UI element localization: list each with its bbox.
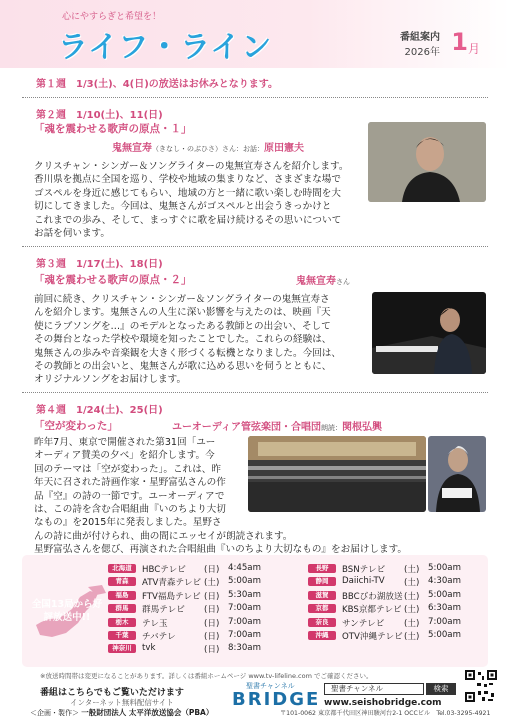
guest-name: 鬼無宣寿: [296, 276, 336, 287]
guest-suffix: さん: [336, 278, 350, 286]
station-day: (日): [204, 618, 220, 629]
year-label: 2026年: [404, 47, 440, 58]
week4-performer: [172, 418, 382, 433]
station-name: ATV青森テレビ: [142, 578, 202, 589]
station-row: [108, 563, 288, 574]
station-time: 8:30am: [228, 643, 261, 654]
station-day: (土): [404, 632, 420, 642]
body-line: 回のテーマは「空が変わった」。これは、昨: [34, 463, 221, 475]
station-row: [108, 590, 288, 601]
station-day: (日): [204, 565, 220, 575]
body-line: クリスチャン・シンガー＆ソングライターの鬼無宣寿さんを紹介します。: [34, 161, 349, 172]
week3-photo: [372, 292, 486, 374]
address: 〒101-0062 東京都千代田区神田駿河台2-1 OCCビル Tel.03-3295-4921: [280, 710, 491, 717]
month-suffix: 月: [467, 42, 480, 56]
station-region-badge: 奈良: [308, 618, 336, 627]
week3-heading: 第３週 1/17(土)、18(日): [36, 259, 163, 270]
station-name: BSNテレビ: [342, 565, 386, 575]
bridge-caption: 聖書チャンネル: [246, 682, 295, 690]
body-line: 年天に召された詩画作家・星野富弘さんの作: [34, 477, 226, 489]
station-time: 7:00am: [228, 603, 261, 614]
station-region-badge: 千葉: [108, 631, 136, 640]
station-day: (日): [204, 632, 220, 642]
week4-body: [34, 436, 407, 557]
station-row: [308, 576, 488, 587]
station-row: [308, 630, 488, 641]
week2-heading: 第２週 1/10(土)、11(日): [36, 110, 163, 121]
interviewer-name: 原田憲夫: [264, 143, 304, 154]
station-time: 4:45am: [228, 563, 261, 573]
station-name: HBCテレビ: [142, 565, 186, 575]
month-number: 1: [451, 28, 468, 56]
station-day: (土): [204, 578, 220, 589]
body-line: 切にしてきました。今回は、鬼無さんがゴスペルと出会うきっかけと: [34, 201, 332, 213]
station-name: FTV福島テレビ: [142, 591, 201, 602]
guest-reading: （きなし・のぶひさ）: [152, 145, 222, 153]
week3-title: 「魂を震わせる歌声の原点・２」: [34, 274, 192, 286]
guest-name: 鬼無宣寿: [112, 143, 152, 154]
week4-title: 「空が変わった」: [34, 420, 118, 432]
station-name: テレ玉: [142, 618, 168, 629]
station-region-badge: 滋賀: [308, 591, 336, 600]
guide-label: 番組案内: [400, 32, 440, 43]
narrator-label: 朗読：: [321, 424, 342, 432]
body-line: オリジナルソングをお届けします。: [34, 374, 187, 386]
station-name: 群馬テレビ: [142, 605, 185, 616]
body-line: 昨年7月、東京で開催された第31回「ユー: [34, 437, 216, 448]
station-region-badge: 静岡: [308, 577, 336, 586]
station-day: (土): [404, 565, 420, 575]
station-region-badge: 京都: [308, 604, 336, 613]
station-time: 7:00am: [428, 616, 461, 627]
week2-photo: [368, 122, 486, 202]
week2-guest: [112, 139, 304, 154]
body-line: なもの』を2015年に発表しました。星野さ: [34, 517, 222, 529]
station-name: Daiichi-TV: [342, 576, 385, 587]
week3-body: [34, 293, 341, 387]
footer-line2: インターネット無料配信サイト: [70, 698, 174, 707]
station-row: [308, 590, 488, 601]
body-line: 香川県を拠点に全国を巡り、学校や地域の集まりなど、さまざまな場で: [34, 174, 341, 186]
station-day: (日): [204, 645, 220, 656]
station-time: 5:30am: [228, 589, 261, 600]
sponsor-name: 一般財団法人 太平洋放送協会（PBA）: [81, 708, 214, 717]
sponsor: [30, 707, 213, 718]
bridge-logo[interactable]: BRIDGE: [232, 689, 321, 710]
station-day: (土): [404, 618, 420, 629]
footer-line1: 番組はこちらでもご覧いただけます: [40, 688, 184, 698]
body-line: 前回に続き、クリスチャン・シンガー＆ソングライターの鬼無宣寿さ: [34, 294, 330, 305]
station-time: 7:00am: [228, 630, 261, 640]
station-region-badge: 長野: [308, 564, 336, 573]
station-region-badge: 青森: [108, 577, 136, 586]
interviewer-label: ：お話：: [236, 145, 264, 153]
week2-body: [34, 160, 348, 240]
station-time: 5:00am: [428, 589, 461, 600]
station-day: (土): [404, 578, 420, 589]
week2-title: 「魂を震わせる歌声の原点・１」: [34, 123, 192, 135]
station-row: [108, 576, 288, 587]
narrator-name: 関根弘興: [342, 422, 382, 433]
station-row: [108, 603, 288, 614]
body-line: 使にラブソングを…』のモデルとなったある教師との出会い、そして: [34, 320, 331, 332]
station-day: (土): [404, 605, 420, 616]
schedule-note: ※放送時間帯は変更になることがあります。詳しくは番組ホームページ www.tv-lifeline.com でご確認ください。: [40, 672, 373, 680]
station-time: 6:30am: [428, 603, 461, 614]
body-line: オーディア賛美の夕べ」を紹介します。今: [34, 450, 215, 462]
station-day: (日): [204, 591, 220, 602]
station-row: [308, 563, 488, 574]
tagline: 心にやすらぎと希望を！: [62, 12, 162, 22]
divider: [22, 97, 488, 98]
station-name: サンテレビ: [342, 618, 385, 629]
body-line: ゴスペルを身近に感じてもらい、地域の方と一緒に歌い楽しむ時間を大: [34, 187, 341, 199]
guest-suffix: さん: [222, 145, 236, 153]
network-banner: 全国13局から好評放送中!!: [31, 599, 103, 623]
station-time: 4:30am: [428, 576, 461, 587]
search-input[interactable]: 聖書チャンネル: [324, 683, 424, 695]
station-day: (土): [404, 591, 420, 602]
body-line: お話を伺います。: [34, 228, 110, 240]
station-row: [308, 603, 488, 614]
week4-heading: 第４週 1/24(土)、25(日): [36, 405, 163, 416]
station-name: チバテレ: [142, 632, 176, 642]
divider: [22, 392, 488, 393]
station-name: tvk: [142, 643, 156, 654]
body-line: これまでの歩み、そして、まっすぐに歌を届け続けるその思いについて: [34, 214, 342, 226]
search-button[interactable]: 検索: [426, 683, 456, 695]
body-line: んの詩に曲が付けられ、曲の間にエッセイが朗読されます。: [34, 530, 293, 542]
station-name: OTV沖縄テレビ: [342, 632, 403, 642]
station-row: [108, 630, 288, 641]
sponsor-prefix: ＜企画・製作＞: [30, 709, 79, 717]
station-time: 5:00am: [428, 630, 461, 640]
station-region-badge: 神奈川: [108, 644, 136, 653]
qr-code-icon[interactable]: [464, 669, 498, 703]
body-line: 星野富弘さんを偲び、再演された合唱組曲『いのちより大切なもの』をお届けします。: [34, 544, 408, 556]
station-row: [108, 617, 288, 628]
body-line: 品『空』の詩の一節です。ユーオーディアで: [34, 490, 225, 502]
week3-guest: [296, 272, 350, 287]
station-name: KBS京都テレビ: [342, 605, 402, 616]
station-region-badge: 北海道: [108, 564, 136, 573]
performer-name: ユーオーディア管弦楽団・合唱団: [172, 422, 321, 433]
station-region-badge: 福島: [108, 591, 136, 600]
week1-heading: 第１週 1/3(土)、4(日)の放送はお休みとなります。: [36, 79, 279, 90]
body-line: んを紹介します。鬼無さんの人生に深い影響を与えたのは、映画『天: [34, 307, 331, 319]
station-name: BBCびわ湖放送: [342, 591, 403, 602]
divider: [22, 246, 488, 247]
station-day: (日): [204, 605, 220, 616]
header-banner: [0, 0, 510, 68]
station-time: 5:00am: [428, 563, 461, 573]
body-line: その教師との出会いと、鬼無さんが歌に込める思いを伺うとともに、: [34, 361, 332, 373]
station-region-badge: 群馬: [108, 604, 136, 613]
body-line: その舞台となった学校や環境を知ったことでした。これらの経験は、: [34, 334, 332, 346]
station-time: 7:00am: [228, 616, 261, 627]
body-line: 鬼無さんの歩みや音楽観を大きく形づくる転機となりました。今回は、: [34, 347, 341, 359]
station-row: [308, 617, 488, 628]
station-row: [108, 643, 288, 654]
station-region-badge: 沖縄: [308, 631, 336, 640]
station-region-badge: 栃木: [108, 618, 136, 627]
program-logo: ライフ・ライン: [58, 30, 273, 65]
body-line: は、この詩を含む合唱組曲『いのちより大切: [34, 504, 226, 516]
week4-photo-narrator: [428, 436, 486, 512]
site-url[interactable]: www.seishobridge.com: [324, 698, 442, 708]
station-time: 5:00am: [228, 576, 261, 587]
